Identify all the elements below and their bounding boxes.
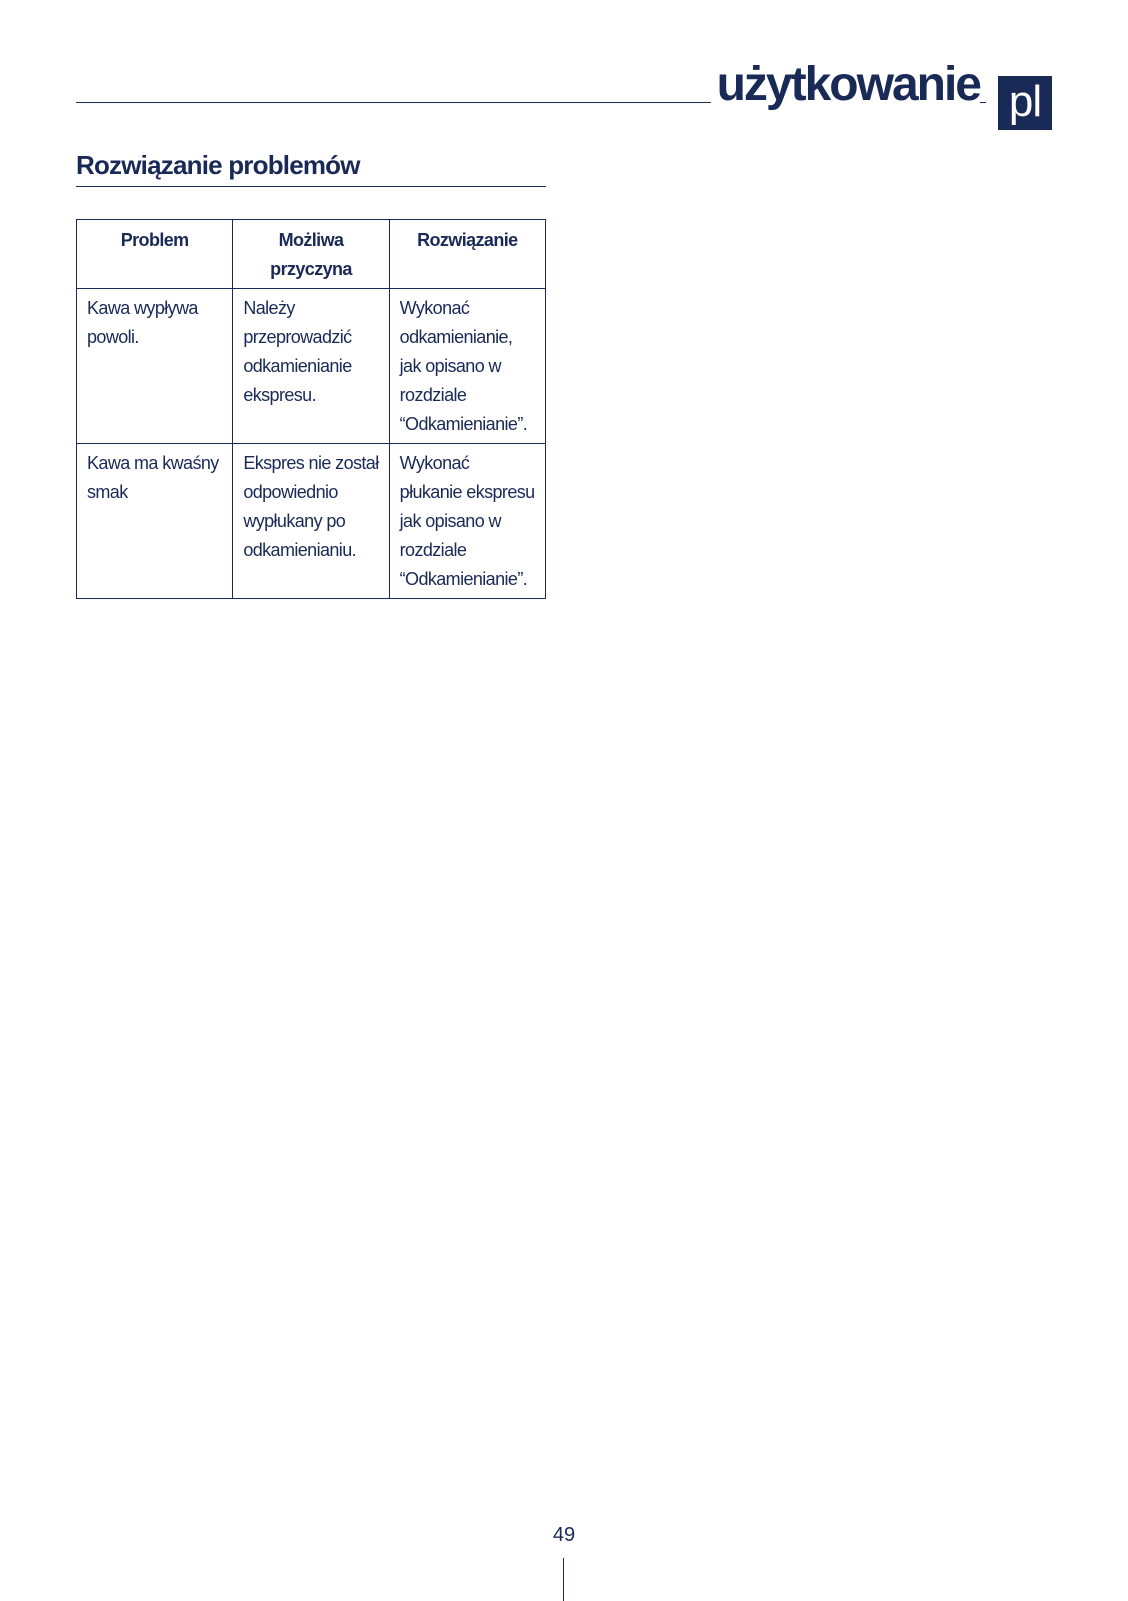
page-number: 49	[552, 1524, 576, 1546]
cell-solution	[389, 289, 545, 444]
cell-line: Kawa wypływa	[87, 298, 198, 318]
table-row	[77, 289, 546, 444]
cell-line: Należy	[243, 298, 295, 318]
cell-line: “Odkamienianie”.	[399, 414, 528, 434]
cell-line: przeprowadzić	[243, 327, 352, 347]
header-solution-label: Rozwiązanie	[417, 230, 518, 250]
cell-line: Wykonać	[399, 453, 470, 473]
cell-line: Kawa ma kwaśny	[87, 453, 219, 473]
cell-line: odpowiednio	[243, 482, 338, 502]
cell-line: płukanie ekspresu	[399, 482, 535, 502]
header-cause-label-line1: Możliwa	[278, 230, 344, 250]
header-solution	[389, 220, 545, 289]
header-problem	[77, 220, 233, 289]
page-header-title: użytkowanie	[711, 56, 980, 114]
cell-cause	[233, 289, 389, 444]
header-problem-label: Problem	[120, 230, 189, 250]
language-badge: pl	[998, 76, 1052, 130]
cell-problem	[77, 444, 233, 599]
header-cause-label-line2: przyczyna	[270, 259, 352, 279]
section-title: Rozwiązanie problemów	[76, 148, 546, 187]
cell-line: odkamienianiu.	[243, 540, 357, 560]
cell-line: powoli.	[87, 327, 139, 347]
cell-line: ekspresu.	[243, 385, 316, 405]
table-header-row	[77, 220, 546, 289]
cell-cause	[233, 444, 389, 599]
cell-line: jak opisano w	[399, 511, 501, 531]
cell-solution	[389, 444, 545, 599]
cell-line: rozdziale	[399, 385, 467, 405]
cell-line: Ekspres nie został	[243, 453, 379, 473]
cell-line: Wykonać	[399, 298, 470, 318]
cell-problem	[77, 289, 233, 444]
header-cause	[233, 220, 389, 289]
page-number-tick	[563, 1558, 564, 1601]
cell-line: odkamienianie,	[399, 327, 513, 347]
troubleshooting-table	[76, 219, 546, 599]
cell-line: jak opisano w	[399, 356, 501, 376]
cell-line: rozdziale	[399, 540, 467, 560]
cell-line: smak	[87, 482, 128, 502]
cell-line: “Odkamienianie”.	[399, 569, 528, 589]
cell-line: wypłukany po	[243, 511, 346, 531]
cell-line: odkamienianie	[243, 356, 352, 376]
table-row	[77, 444, 546, 599]
